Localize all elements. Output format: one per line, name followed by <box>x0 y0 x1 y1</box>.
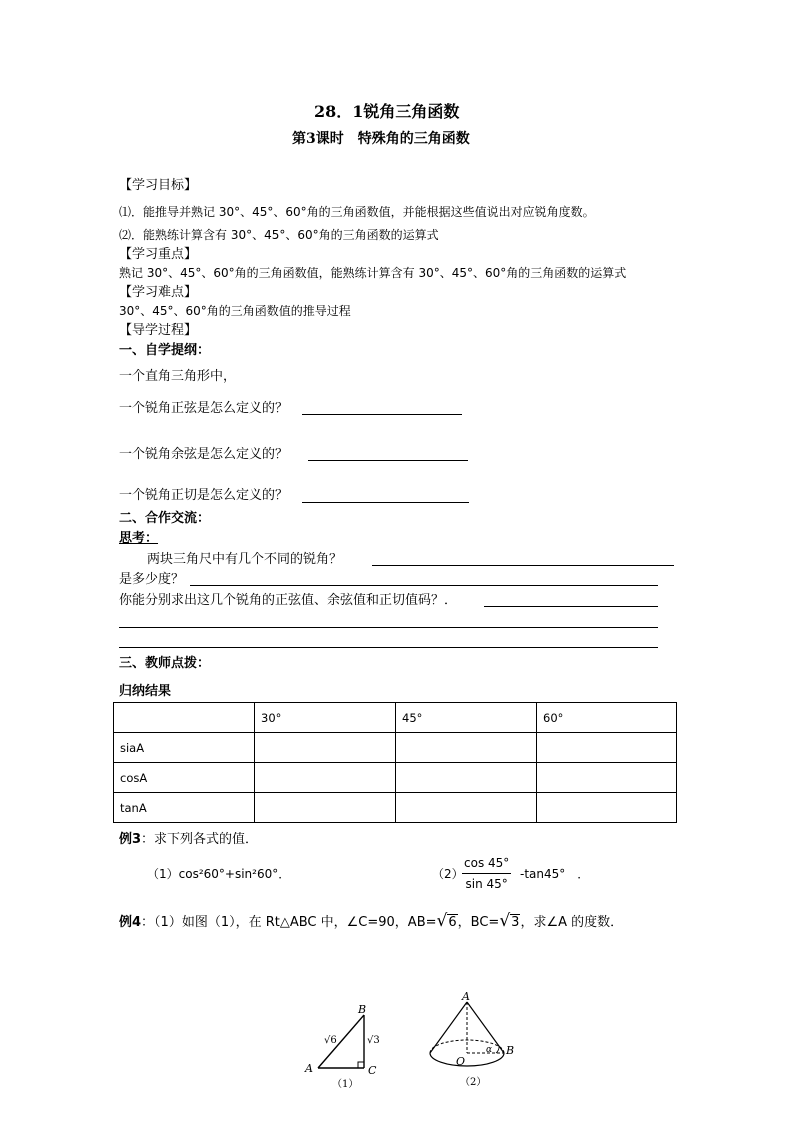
figure-1-side-label: √3 <box>367 1035 380 1046</box>
sqrt-6: √6 <box>436 911 457 931</box>
key-points-text: 熟记 30°、45°、60°角的三角函数值，能熟练计算含有 30°、45°、60°角的三角函数的运算式 <box>119 266 627 280</box>
self-study-intro: 一个直角三角形中， <box>119 369 237 384</box>
example-3-part-2-prefix: （2） <box>432 867 464 881</box>
example-4-text-c: ，求∠A 的度数． <box>520 915 624 930</box>
fraction-numerator: cos 45° <box>462 856 511 874</box>
teacher-heading: 三、教师点拨： <box>119 656 211 671</box>
table-row <box>114 763 677 793</box>
objective-item-1: ⑴．能推导并熟记 30°、45°、60°角的三角函数值，并能根据这些值说出对应锐角度数。 <box>119 205 595 219</box>
table-header-cell: 30° <box>255 703 396 733</box>
summary-heading: 归纳结果 <box>119 684 172 699</box>
objective-item-2: ⑵．能熟练计算含有 30°、45°、60°角的三角函数的运算式 <box>119 228 439 242</box>
figure-1-label-b: B <box>358 1005 367 1016</box>
sqrt-3-arg: 3 <box>511 915 520 930</box>
process-heading: 【导学过程】 <box>119 323 198 338</box>
cooperation-question-1b: 是多少度？ <box>119 572 185 587</box>
cooperation-question-2: 你能分别求出这几个锐角的正弦值、余弦值和正切值码？． <box>119 593 458 608</box>
figure-1-label-a: A <box>305 1062 313 1075</box>
table-header-cell <box>114 703 255 733</box>
example-3-part-2-suffix: -tan45° ． <box>520 867 590 881</box>
answer-line-1[interactable] <box>302 414 462 415</box>
table-header-cell: 60° <box>537 703 677 733</box>
row-label: tanA <box>114 793 255 823</box>
figure-2-label-alpha: α <box>486 1045 493 1055</box>
table-header-cell: 45° <box>396 703 537 733</box>
sqrt-3: √3 <box>499 911 520 931</box>
figure-1-hypotenuse-label: √6 <box>324 1035 337 1046</box>
cooperation-heading: 二、合作交流： <box>119 511 211 526</box>
table-cell[interactable] <box>255 793 396 823</box>
difficulty-text: 30°、45°、60°角的三角函数值的推导过程 <box>119 304 351 318</box>
think-label: 思考： <box>119 531 159 546</box>
summary-table <box>113 702 677 823</box>
row-label: siaA <box>114 733 255 763</box>
row-label: cosA <box>114 763 255 793</box>
self-study-question-3: 一个锐角正切是怎么定义的？ <box>119 488 289 503</box>
example-4-text-b: ，BC= <box>457 915 500 930</box>
table-cell[interactable] <box>396 763 537 793</box>
page-title: 28．1锐角三角函数 <box>314 102 460 121</box>
table-cell[interactable] <box>537 733 677 763</box>
answer-line-5[interactable] <box>190 585 658 586</box>
table-cell[interactable] <box>537 793 677 823</box>
example-3-fraction <box>462 856 511 891</box>
table-row <box>114 793 677 823</box>
example-4 <box>119 913 623 930</box>
fraction-denominator: sin 45° <box>465 877 508 891</box>
example-3-part-1: （1）cos²60°+sin²60°． <box>147 867 291 881</box>
table-cell[interactable] <box>537 763 677 793</box>
figure-1-label-c: C <box>368 1064 377 1077</box>
figure-2-label-a: A <box>462 990 470 1003</box>
example-3-label: 例3 <box>119 832 142 847</box>
objectives-heading: 【学习目标】 <box>119 178 198 193</box>
table-header-row <box>114 703 677 733</box>
self-study-heading: 一、自学提纲： <box>119 343 211 358</box>
difficulty-heading: 【学习难点】 <box>119 285 198 300</box>
answer-line-7[interactable] <box>119 627 658 628</box>
table-cell[interactable] <box>396 793 537 823</box>
figure-2-caption: （2） <box>460 1077 487 1088</box>
answer-line-6[interactable] <box>484 606 658 607</box>
answer-line-4[interactable] <box>372 565 674 566</box>
figure-2-label-o: O <box>456 1055 466 1068</box>
figure-1-caption: （1） <box>332 1079 359 1090</box>
table-row <box>114 733 677 763</box>
table-cell[interactable] <box>255 733 396 763</box>
table-cell[interactable] <box>396 733 537 763</box>
example-4-label: 例4 <box>119 915 142 930</box>
key-points-heading: 【学习重点】 <box>119 247 198 262</box>
answer-line-3[interactable] <box>302 502 469 503</box>
figure-1-triangle <box>300 1005 390 1090</box>
cooperation-question-1: 两块三角尺中有几个不同的锐角？ <box>147 552 343 567</box>
table-cell[interactable] <box>255 763 396 793</box>
example-4-text-a: ：（1）如图（1），在 Rt△ABC 中，∠C=90，AB= <box>141 915 437 930</box>
figure-2-cone <box>422 990 532 1090</box>
answer-line-8[interactable] <box>119 647 658 648</box>
answer-line-2[interactable] <box>308 460 468 461</box>
self-study-question-1: 一个锐角正弦是怎么定义的？ <box>119 401 289 416</box>
example-3-text: ：求下列各式的值． <box>141 832 259 847</box>
self-study-question-2: 一个锐角余弦是怎么定义的？ <box>119 447 289 462</box>
sqrt-6-arg: 6 <box>448 915 457 930</box>
example-3 <box>119 833 258 846</box>
page-subtitle: 第3课时 特殊角的三角函数 <box>292 131 470 147</box>
figure-2-label-b: B <box>506 1044 515 1057</box>
